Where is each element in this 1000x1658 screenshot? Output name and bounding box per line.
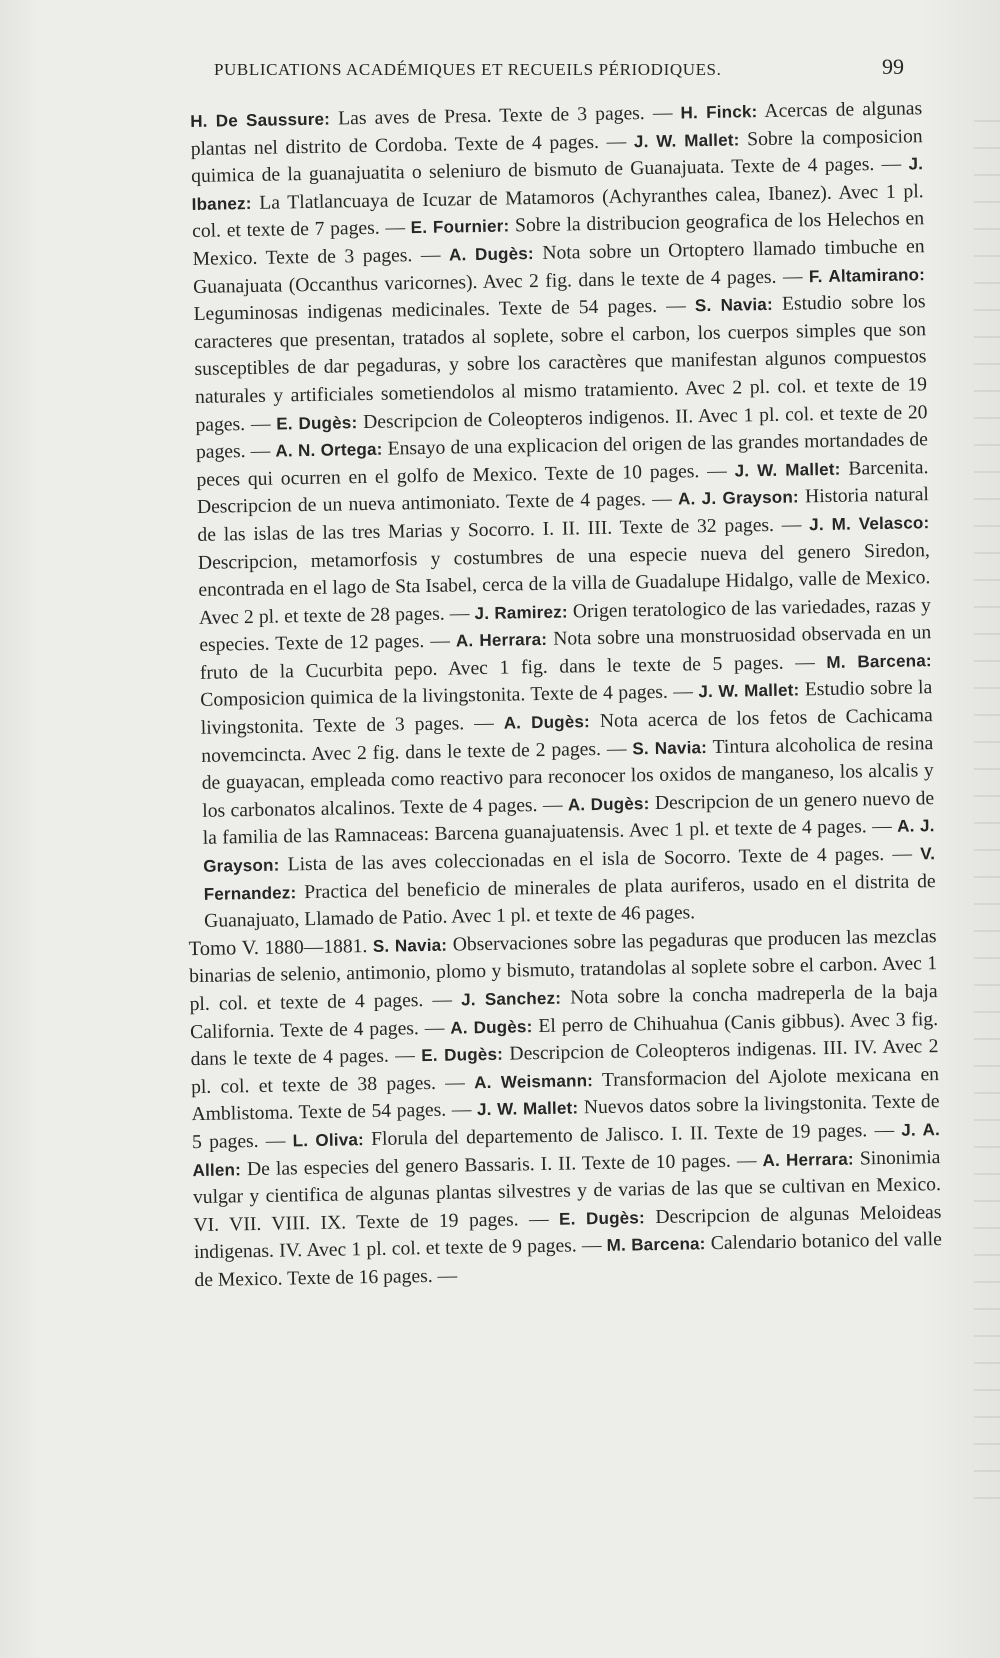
author-name: J. Sanchez: [461,988,562,1010]
entry-text: Nota sobre la concha madreperla de la baja California. Texte de 4 pages. — [189,981,938,1043]
author-name: A. J. Grayson: [203,816,935,876]
entry-text: Descripcion, metamorfosis y costumbres de una especie nueva del genero Siredon, encontrada en el lago de Sta Isabel, cerca de la villa de Guadalupe Hidalgo, valle de Mexico. Avec 2 pl. et texte de 28 pages. — [197,539,931,629]
author-name: J. W. Mallet: [698,680,800,702]
page-header [214,54,904,94]
volume-label: Tomo V. [188,936,260,960]
author-name: S. Navia: [632,737,708,759]
running-head: PUBLICATIONS ACADÉMIQUES ET RECUEILS PÉRIODIQUES. [214,60,722,79]
page-number: 99 [882,54,904,79]
entry-text: El perro de Chihuahua (Canis gibbus). Avec 3 fig. dans le texte de 4 pages. — [190,1008,939,1071]
entry-text: Historia natural de las islas de las tres Marias y Socorro. I. II. III. Texte de 32 pages. — [197,484,930,546]
entry-text: Origen teratologico de las variedades, razas y especies. Texte de 12 pages. — [199,594,931,657]
author-name: F. Altamirano: [808,264,926,286]
bibliography-text [190,95,943,1294]
author-name: A. Dugès: [567,793,650,815]
author-name: A. Herrara: [762,1149,854,1170]
author-name: A. N. Ortega: [275,439,383,461]
entry-text: Descripcion de un genero nuevo de la familia de las Ramnaceas: Barcena guanajuatensis. Avec 1 pl. et texte de 4 pages. — [202,787,935,850]
entry-text: Descripcion de Coleopteros indigenas. III. IV. Avec 2 pl. col. et texte de 38 pages. — [190,1036,939,1098]
entry-text: Acercas de algunas plantas nel distrito de Cordoba. Texte de 4 pages. — [190,98,923,160]
entry-text: Ensayo de una explicacion del origen de las grandes mortandades de peces qui ocurren en el golfo de Mexico. Texte de 10 pages. — [196,429,929,491]
author-name: J. W. Mallet: [633,130,740,151]
author-name: S. Navia: [694,295,774,316]
entry-text: Leguminosas indigenas medicinales. Texte de 54 pages. — [193,295,696,326]
entry-text: Las aves de Presa. Texte de 3 pages. — [329,102,681,130]
author-name: V. Fernandez: [203,844,936,904]
entry-text: Tintura alcoholica de resina de guayacan, empleada como reactivo para reconocer los oxidos de manganeso, los alcalis y los carbonatos alcalinos. Texte de 4 pages. — [201,732,934,822]
author-name: E. Dugès: [558,1207,646,1229]
author-name: A. Dugès: [503,712,591,733]
entry-text: Estudio sobre los caracteres que presentan, tratados al soplete, sobre el carbon, los cuerpos simples que son susceptibles de dar pegaduras, y sobre los caractères que manifestan algunos compuestos naturales y artificiales sometiendolos al mismo tratamiento. Avec 2 pl. col. et texte de 19 pages. — [193,291,928,436]
entry-text: Nuevos datos sobre la livingstonita. Texte de 5 pages. — [191,1091,940,1154]
author-name: A. Herrara: [455,630,548,651]
entry-text: Descripcion de algunas Meloideas indigenas. IV. Avec 1 pl. col. et texte de 9 pages. — [193,1201,942,1264]
author-name: J. M. Velasco: [809,513,930,535]
author-name: A. Weismann: [473,1070,594,1092]
author-name: M. Barcena: [606,1234,706,1256]
entry-text: Nota sobre una monstruosidad observada en un fruto de la Cucurbita pepo. Avec 1 fig. dans le texte de 5 pages. — [199,622,932,684]
entry-text: Observaciones sobre las pegaduras que producen las mezclas binarias de selenio, antimonio, plomo y bismuto, tratandolas al soplete sobre el carbon. Avec 1 pl. col. et texte de 4 pages. — [188,925,938,1016]
author-name: A. Dugès: [448,243,534,265]
entry-text: Descripcion de Coleopteros indigenos. II. Avec 1 pl. col. et texte de 20 pages. — [195,401,928,464]
author-name: M. Barcena: [826,651,932,672]
entry-text: La Tlatlancuaya de Icuzar de Matamoros (Achyranthes calea, Ibanez). Avec 1 pl. col. et texte de 7 pages. — [191,180,924,243]
volume-entry-paragraph [188,923,942,1295]
entry-text: De las especies del genero Bassaris. I. II. Texte de 10 pages. — [240,1149,763,1180]
entry-text: Practica del beneficio de minerales de plata auriferos, usado en el distrita de Guanajuato, Llamado de Patio. Avec 1 pl. et texte de 46 pages. [204,870,936,933]
entry-text: Estudio sobre la livingstonita. Texte de 3 pages. — [200,677,933,739]
author-name: J. Ibanez: [191,154,924,214]
entry-text: Nota acerca de los fetos de Cachicama novemcincta. Avec 2 fig. dans le texte de 2 pages. — [201,705,933,767]
entry-paragraph [190,95,936,935]
author-name: H. De Saussure: [190,109,331,131]
entry-text: Lista de las aves coleccionadas en el isla de Socorro. Texte de 4 pages. — [279,843,921,876]
entry-text: Florula del departemento de Jalisco. I. II. Texte de 19 pages. — [363,1119,902,1151]
author-name: H. Finck: [680,102,758,123]
entry-text: Sinonimia vulgar y cientifica de algunas plantas silvestres y de varias de las que se cultivan en Mexico. VI. VII. VIII. IX. Texte de 19 pages. — [192,1146,942,1236]
entry-text: Barcenita. Descripcion de un nueva antimoniato. Texte de 4 pages. — [196,456,929,519]
author-name: A. Dugès: [450,1016,533,1038]
entry-text: Sobre la distribucion geografica de los Helechos en Mexico. Texte de 3 pages. — [192,208,925,270]
author-name: J. Ramirez: [474,602,568,623]
author-name: J. W. Mallet: [734,459,841,481]
entry-text: Calendario botanico del valle de Mexico. Texte de 16 pages. — [194,1229,943,1292]
author-name: L. Oliva: [292,1130,365,1151]
author-name: J. A. Allen: [192,1120,941,1180]
entry-text: Sobre la composicion quimica de la guanajuatita o seleniuro de bismuto de Guanajuata. Texte de 4 pages. — [191,125,923,188]
entry-text: Composicion quimica de la livingstonita. Texte de 4 pages. — [200,681,699,712]
author-name: S. Navia: [372,935,448,956]
author-name: E. Fournier: [410,216,510,238]
author-name: E. Dugès: [276,412,358,434]
entry-text: 1880—1881. [258,935,374,959]
author-name: J. W. Mallet: [476,1098,579,1120]
facing-page-bleed [974,120,1000,1520]
author-name: E. Dugès: [421,1044,504,1066]
entry-text: Transformacion del Ajolote mexicana en Amblistoma. Texte de 54 pages. — [191,1063,940,1126]
entry-text: Nota sobre un Ortoptero llamado timbuche en Guanajuata (Occanthus varicornes). Avec 2 fig. dans le texte de 4 pages. — [192,236,925,298]
author-name: A. J. Grayson: [677,487,799,509]
